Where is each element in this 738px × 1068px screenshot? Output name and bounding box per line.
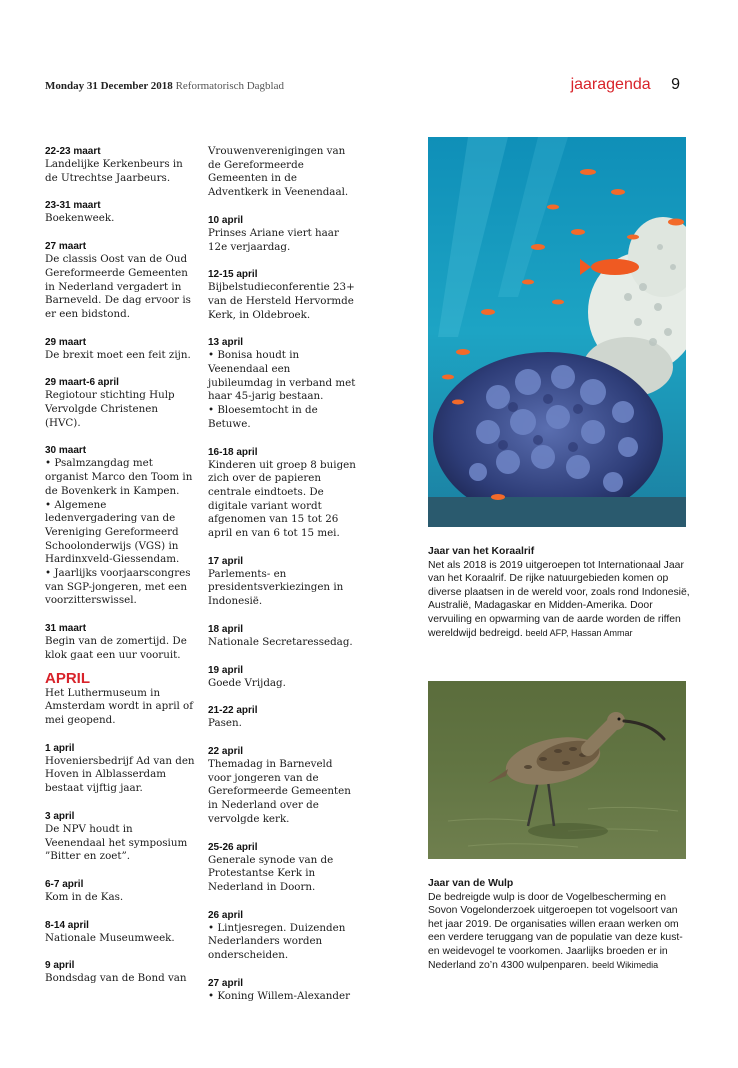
entry-date: 29 maart-6 april — [45, 377, 119, 389]
agenda-entry — [208, 555, 358, 609]
photo-credit: beeld AFP, Hassan Ammar — [525, 627, 633, 638]
curlew-caption — [428, 877, 690, 972]
entry-text: Landelijke Kerkenbeurs in de Utrechtse Jaarbeurs. — [45, 158, 183, 184]
month-intro: Het Luthermuseum in Amsterdam wordt in april of mei geopend. — [45, 686, 194, 726]
page-number: 9 — [671, 76, 680, 93]
agenda-entry — [208, 336, 358, 431]
month-section — [45, 670, 195, 728]
agenda-entry — [45, 810, 195, 864]
entry-text: Begin van de zomertijd. De klok gaat een uur vooruit. — [45, 635, 187, 661]
agenda-entry — [208, 623, 358, 650]
entry-bullet: • Bloesemtocht in de Betuwe. — [208, 404, 318, 430]
entry-text: Goede Vrijdag. — [208, 676, 286, 689]
entry-date: 6-7 april — [45, 878, 84, 890]
agenda-entry — [208, 268, 358, 322]
agenda-entry — [45, 145, 195, 185]
entry-date: 29 maart — [45, 336, 87, 348]
entry-text — [45, 457, 195, 608]
entry-date: 9 april — [45, 960, 75, 972]
entry-date: 16-18 april — [208, 446, 258, 458]
entry-date: 27 maart — [45, 241, 87, 253]
entry-date: 10 april — [208, 214, 244, 226]
agenda-entry — [208, 446, 358, 541]
entry-date: 22 april — [208, 745, 244, 757]
agenda-entry — [208, 977, 358, 1004]
entry-date: 30 maart — [45, 445, 87, 457]
entry-date: 22-23 maart — [45, 146, 101, 157]
agenda-entry — [208, 214, 358, 254]
entry-date: 3 april — [45, 810, 75, 822]
entry-text: Themadag in Barneveld voor jongeren van de Gereformeerde Gemeenten in Nederland over de vervolgde kerk. — [208, 757, 351, 825]
caption-title: Jaar van de Wulp — [428, 878, 514, 889]
entry-text: Vrouwenverenigingen van de Gereformeerde Gemeenten in de Adventkerk in Veenendaal. — [208, 145, 349, 199]
caption-text: De bedreigde wulp is door de Vogelbescherming en Sovon Vogelonderzoek uitgeroepen tot vogelsoort van het jaar 2019. De organisaties willen eraan werken om een verdere teruggang van de populatie van deze kust- en weidevogel te voorkomen. Jaarlijks broeden er in Nederland zo’n 4300 wulpenparen. — [428, 891, 683, 971]
page-header-right — [571, 76, 680, 94]
agenda-entry — [45, 444, 195, 608]
entry-text: • Lintjesregen. Duizenden Nederlanders worden onderscheiden. — [208, 921, 346, 962]
agenda-column-2 — [208, 145, 358, 1017]
agenda-entry — [208, 664, 358, 691]
agenda-entry — [45, 878, 195, 905]
agenda-entry — [45, 240, 195, 322]
month-heading: APRIL — [45, 669, 90, 687]
agenda-entry — [45, 336, 195, 363]
page-header-left — [45, 80, 284, 92]
agenda-entry — [208, 909, 358, 963]
entry-date: 1 april — [45, 742, 75, 754]
entry-date: 18 april — [208, 623, 244, 635]
entry-bullet: • Algemene ledenvergadering van de Vereniging Gereformeerd Schoolonderwijs (VGS) in Hardinxveld-Giessendam. — [45, 498, 180, 566]
entry-date: 23-31 maart — [45, 200, 101, 212]
agenda-entry — [208, 841, 358, 895]
entry-date: 31 maart — [45, 623, 87, 635]
agenda-entry — [45, 622, 195, 662]
entry-text: Nationale Secretaressedag. — [208, 635, 353, 648]
entry-text: Bondsdag van de Bond van — [45, 972, 187, 985]
entry-text: Generale synode van de Protestantse Kerk in Nederland in Doorn. — [208, 853, 334, 893]
entry-date: 25-26 april — [208, 841, 258, 853]
entry-text: • Koning Willem-Alexander — [208, 989, 351, 1002]
entry-date: 12-15 april — [208, 269, 258, 281]
entry-bullet: • Bonisa houdt in Veenendaal een jubileumdag in verband met haar 45-jarig bestaan. — [208, 349, 356, 403]
entry-text: Parlements- en presidentsverkiezingen in Indonesië. — [208, 567, 344, 608]
agenda-column-1 — [45, 145, 195, 1000]
entry-date: 8-14 april — [45, 919, 89, 931]
entry-date: 27 april — [208, 977, 244, 989]
entry-text: Hoveniersbedrijf Ad van den Hoven in Alblasserdam bestaat vijftig jaar. — [45, 754, 195, 795]
agenda-entry — [208, 745, 358, 827]
entry-text: Pasen. — [208, 717, 242, 730]
agenda-entry — [208, 704, 358, 731]
agenda-entry — [45, 199, 195, 226]
entry-bullet: • Psalmzangdag met organist Marco den Toom in de Bovenkerk in Kampen. — [45, 457, 193, 497]
agenda-entry — [45, 959, 195, 986]
entry-text: Prinses Ariane viert haar 12e verjaardag. — [208, 226, 339, 253]
entry-text: Kom in de Kas. — [45, 890, 124, 903]
entry-text — [208, 349, 358, 431]
issue-date: Monday 31 December 2018 — [45, 80, 173, 92]
caption-text: Net als 2018 is 2019 uitgeroepen tot Internationaal Jaar van het Koraalrif. De rijke natuurgebieden komen op diverse plaatsen in de wereld voor, zoals rond Indonesië, Australië, Madagaskar en Midden-Amerika. Door vervuiling en opwarming van de aarde worden de riffen wereldwijd bedreigd. — [428, 559, 690, 639]
coral-reef-photo — [428, 137, 686, 527]
coral-caption — [428, 545, 690, 640]
agenda-entry — [45, 376, 195, 430]
entry-text: Nationale Museumweek. — [45, 931, 175, 944]
entry-text: De brexit moet een feit zijn. — [45, 348, 191, 361]
entry-text: Regiotour stichting Hulp Vervolgde Christenen (HVC). — [45, 389, 175, 429]
entry-text: De classis Oost van de Oud Gereformeerde Gemeenten in Nederland vergadert in Barneveld. De dag ervoor is er een bidstond. — [45, 253, 191, 320]
entry-date: 19 april — [208, 664, 244, 676]
agenda-entry — [45, 919, 195, 946]
agenda-entry — [45, 742, 195, 796]
agenda-entry-continued — [208, 145, 358, 200]
entry-text: Bijbelstudieconferentie 23+ van de Hersteld Hervormde Kerk, in Oldebroek. — [208, 281, 355, 321]
entry-bullet: • Jaarlijks voorjaarscongres van SGP-jongeren, met een voorzitterswissel. — [45, 567, 191, 607]
curlew-photo — [428, 681, 686, 859]
entry-text: De NPV houdt in Veenendaal het symposium ”Bitter en zoet”. — [45, 822, 188, 863]
entry-date: 26 april — [208, 909, 244, 921]
entry-text: Boekenweek. — [45, 212, 115, 225]
entry-date: 21-22 april — [208, 705, 258, 717]
section-title: jaaragenda — [570, 76, 651, 93]
entry-date: 17 april — [208, 555, 244, 567]
photo-credit: beeld Wikimedia — [592, 959, 659, 970]
caption-title: Jaar van het Koraalrif — [428, 546, 535, 557]
newspaper-name: Reformatorisch Dagblad — [175, 80, 284, 92]
entry-date: 13 april — [208, 337, 244, 349]
entry-text: Kinderen uit groep 8 buigen zich over de papieren centrale eindtoets. De digitale variant wordt afgenomen van 15 tot 26 april en van 6 tot 15 mei. — [208, 458, 356, 540]
